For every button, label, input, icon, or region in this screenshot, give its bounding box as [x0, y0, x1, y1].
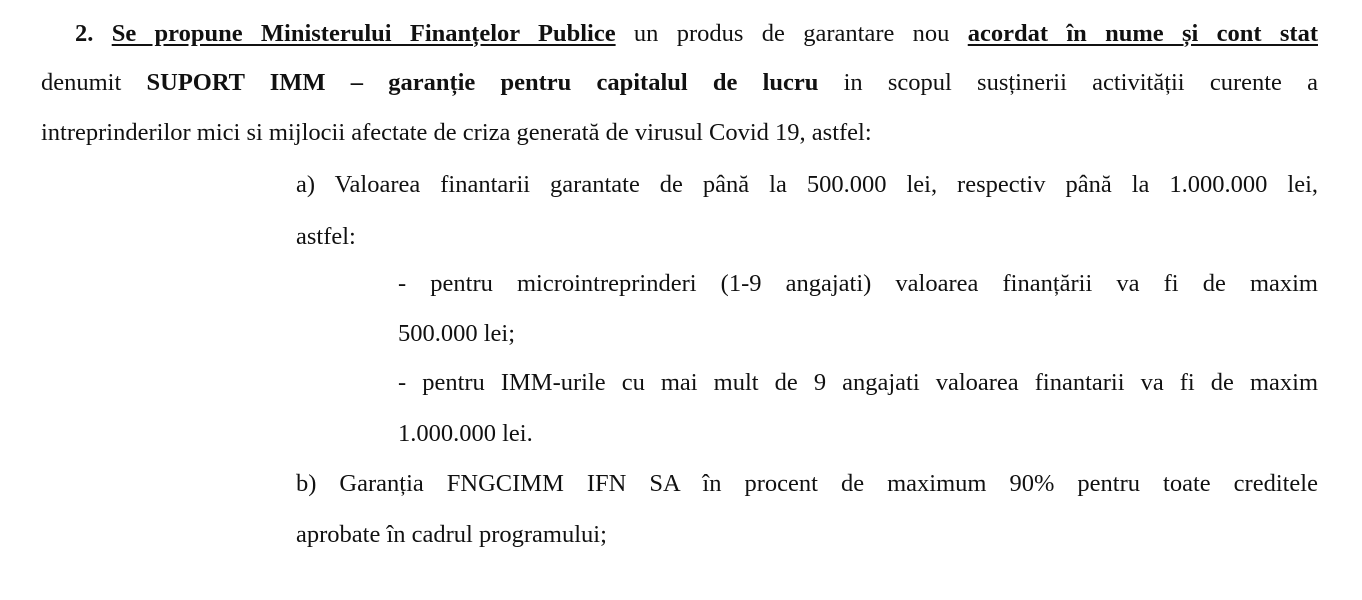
section-number: 2.: [75, 20, 94, 47]
section-2-line-1: [75, 19, 1318, 49]
line2-prefix: denumit: [41, 69, 147, 96]
section-intro-text: un produs de garantare nou: [615, 20, 968, 47]
item-a-bullet-2-line-2: 1.000.000 lei.: [398, 420, 533, 447]
item-a-bullet-1-line-2: 500.000 lei;: [398, 320, 516, 347]
line2-suffix: in scopul susținerii activității curente a: [818, 69, 1318, 96]
item-a-line-1: a) Valoarea finantarii garantate de până la 500.000 lei, respectiv până la 1.000.000 lei,: [296, 171, 1318, 198]
item-b-line-2: aprobate în cadrul programului;: [296, 521, 607, 548]
item-a-bullet-2-line-1: - pentru IMM-urile cu mai mult de 9 angajati valoarea finantarii va fi de maxim: [398, 369, 1318, 396]
section-2-line-3: intreprinderilor mici si mijlocii afectate de criza generată de virusul Covid 19, astfel:: [41, 119, 872, 146]
item-b-line-1: b) Garanția FNGCIMM IFN SA în procent de maximum 90% pentru toate creditele: [296, 470, 1318, 497]
section-intro-underlined-2: acordat în nume și cont stat: [967, 20, 1318, 47]
product-name: SUPORT IMM – garanție pentru capitalul de lucru: [146, 69, 819, 96]
section-2-line-2: [41, 68, 1318, 98]
item-a-line-2: astfel:: [296, 223, 356, 250]
section-intro-underlined: Se propune Ministerului Finanțelor Publice: [111, 20, 616, 47]
item-a-bullet-1-line-1: - pentru microintreprinderi (1-9 angajati) valoarea finanțării va fi de maxim: [398, 270, 1318, 297]
